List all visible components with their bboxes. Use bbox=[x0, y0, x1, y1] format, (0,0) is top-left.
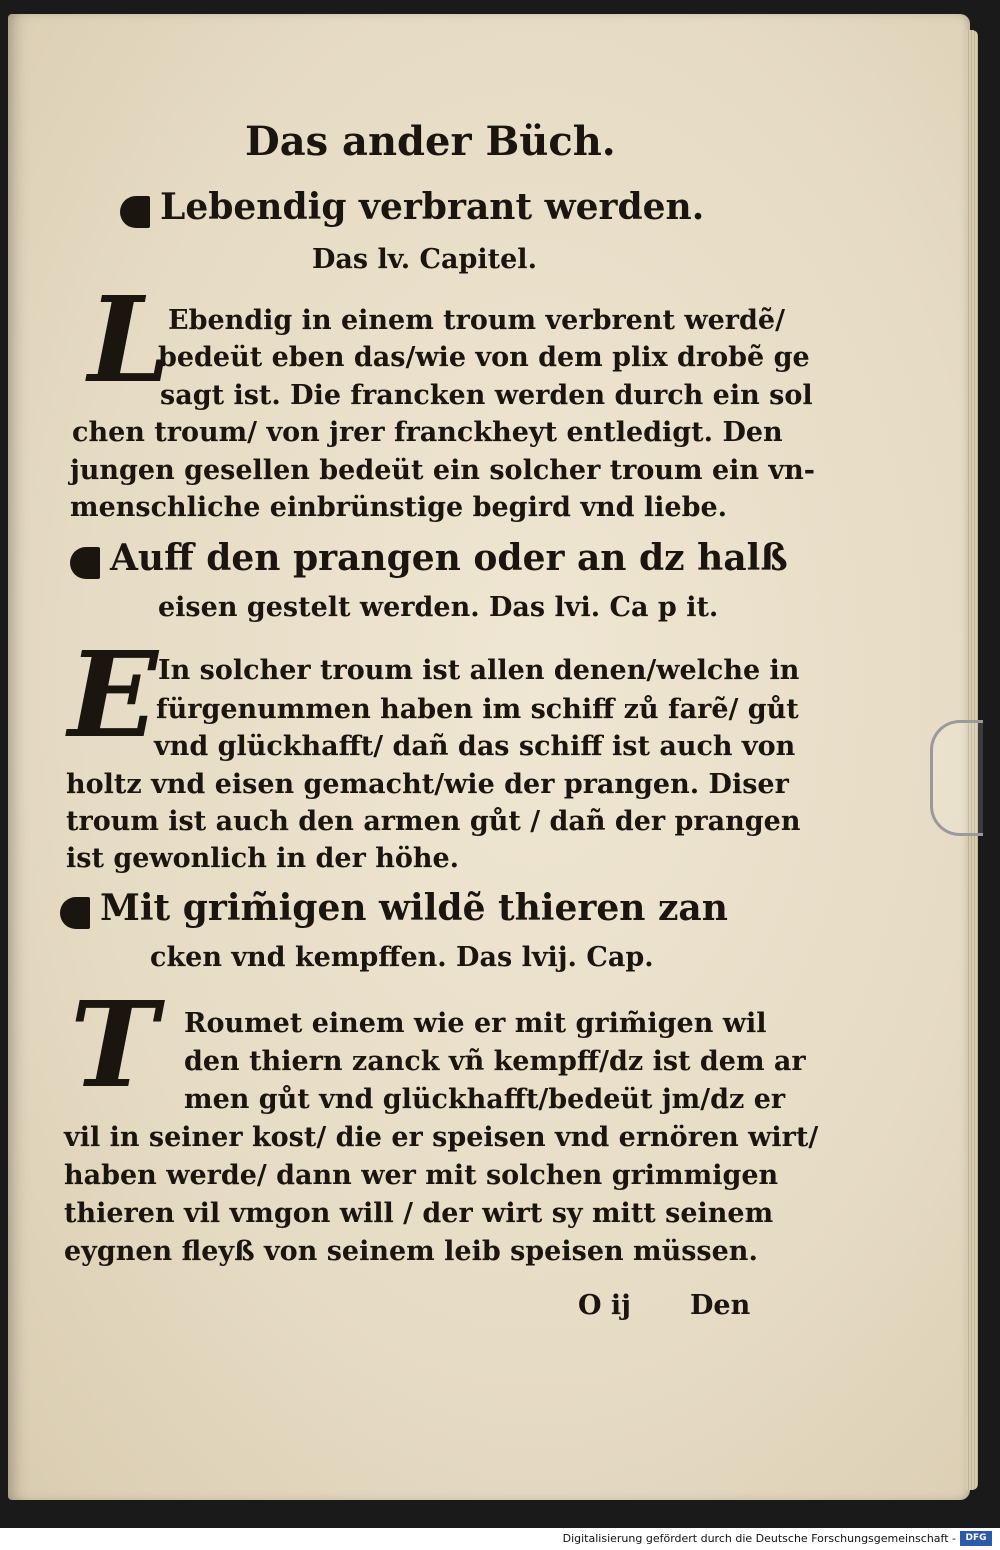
body-line: menschliche einbrünstige begird vnd liebe. bbox=[70, 492, 728, 523]
body-line: bedeüt eben das/wie von dem plix drobẽ ge bbox=[158, 342, 810, 373]
body-line: men gůt vnd glückhafft/bedeüt jm/dz er bbox=[184, 1084, 786, 1115]
drop-initial-1: L bbox=[88, 270, 171, 409]
dfg-logo: DFG bbox=[960, 1531, 992, 1546]
drop-initial-2: E bbox=[68, 625, 158, 764]
chapter-label-2: eisen gestelt werden. Das lvi. Ca p it. bbox=[158, 592, 719, 623]
pilcrow-icon bbox=[60, 897, 90, 929]
section-heading-3: Mit grim̃igen wildẽ thieren zan bbox=[100, 887, 728, 929]
body-line: fürgenummen haben im schiff zů farẽ/ gůt bbox=[156, 694, 799, 725]
body-line: den thiern zanck vñ kempff/dz ist dem ar bbox=[184, 1046, 806, 1077]
body-line: jungen gesellen bedeüt ein solcher troum ein vn- bbox=[70, 455, 815, 486]
body-line: Ebendig in einem troum verbrent werdẽ/ bbox=[168, 305, 785, 336]
body-line: vnd glückhafft/ dañ das schiff ist auch von bbox=[154, 731, 796, 762]
body-line: Roumet einem wie er mit grim̃igen wil bbox=[184, 1008, 767, 1039]
page-clip bbox=[930, 720, 983, 836]
running-head: Das ander Büch. bbox=[245, 118, 616, 165]
section-heading-2: Auff den prangen oder an dz halß bbox=[110, 537, 788, 579]
body-line: In solcher troum ist allen denen/welche in bbox=[158, 655, 800, 686]
catchword: Den bbox=[690, 1290, 751, 1321]
body-line: holtz vnd eisen gemacht/wie der prangen. Diser bbox=[66, 769, 789, 800]
body-line: vil in seiner kost/ die er speisen vnd ernören wirt/ bbox=[64, 1122, 819, 1153]
body-line: eygnen fleyß von seinem leib speisen müssen. bbox=[64, 1236, 758, 1267]
drop-initial-3: T bbox=[70, 975, 158, 1114]
body-line: troum ist auch den armen gůt / dañ der prangen bbox=[66, 806, 801, 837]
pilcrow-icon bbox=[120, 196, 150, 228]
chapter-label-3: cken vnd kempffen. Das lvij. Cap. bbox=[150, 942, 654, 973]
funding-credit: Digitalisierung gefördert durch die Deutsche Forschungsgemeinschaft - bbox=[562, 1532, 956, 1545]
body-line: sagt ist. Die francken werden durch ein sol bbox=[160, 380, 813, 411]
body-line: ist gewonlich in der höhe. bbox=[66, 843, 460, 874]
body-line: thieren vil vmgon will / der wirt sy mitt seinem bbox=[64, 1198, 774, 1229]
pilcrow-icon bbox=[70, 547, 100, 579]
chapter-label-1: Das lv. Capitel. bbox=[312, 244, 537, 275]
body-line: haben werde/ dann wer mit solchen grimmigen bbox=[64, 1160, 779, 1191]
signature-mark: O ij bbox=[578, 1290, 631, 1321]
body-line: chen troum/ von jrer franckheyt entledigt. Den bbox=[72, 417, 783, 448]
section-heading-1: Lebendig verbrant werden. bbox=[160, 186, 705, 228]
